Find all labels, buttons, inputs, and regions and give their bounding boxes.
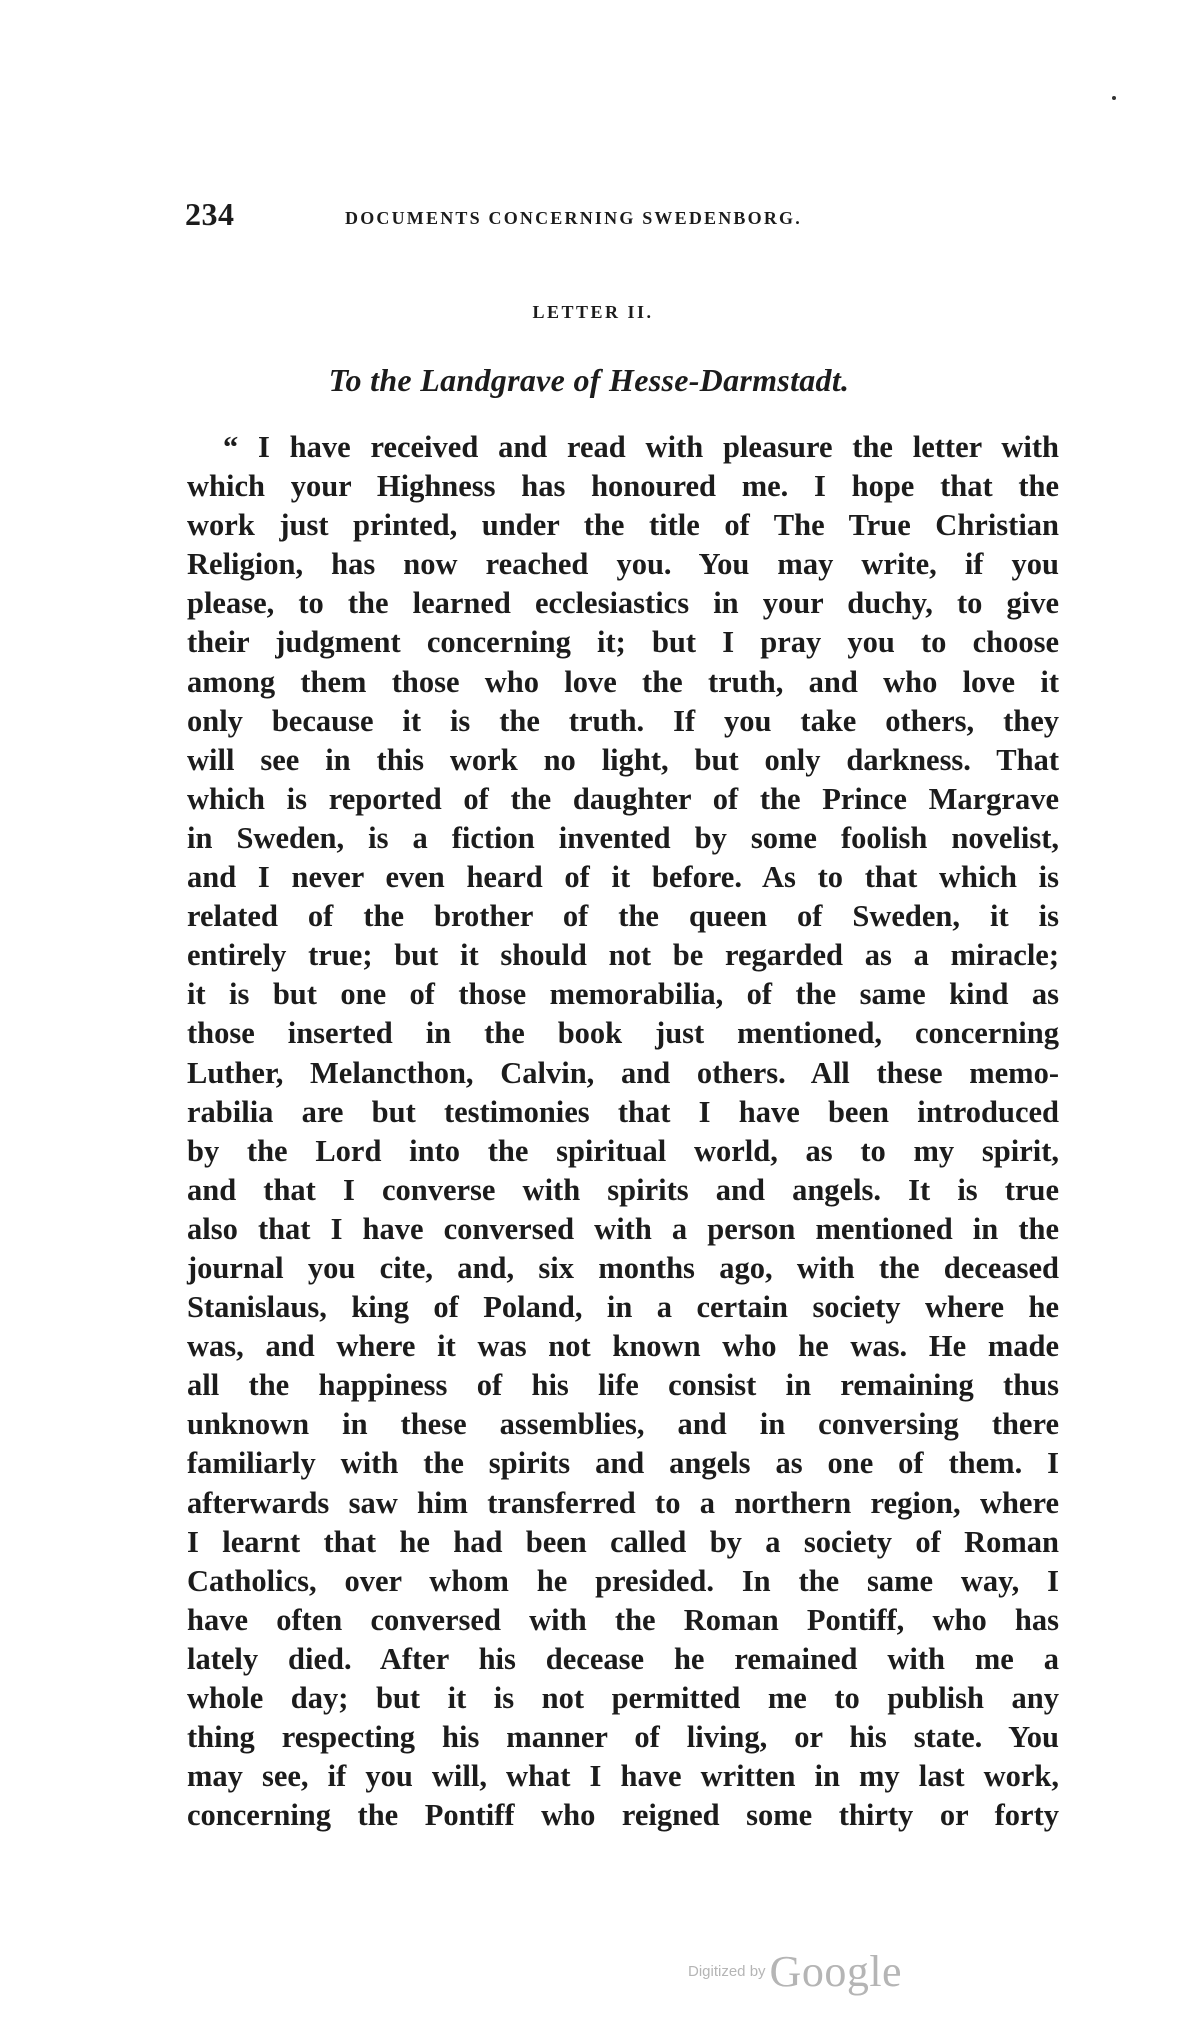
text-line: thing respecting his manner of living, or his state. You (187, 1720, 1059, 1755)
text-line: Luther, Melancthon, Calvin, and others. All these memo- (187, 1055, 1059, 1090)
text-line: unknown in these assemblies, and in conversing there (187, 1407, 1059, 1442)
text-line: Stanislaus, king of Poland, in a certain society where he (187, 1290, 1059, 1325)
text-line: related of the brother of the queen of Sweden, it is (187, 899, 1059, 934)
page-number: 234 (185, 196, 235, 232)
text-line: their judgment concerning it; but I pray you to choose (187, 625, 1059, 660)
text-line: rabilia are but testimonies that I have been introduced (187, 1094, 1059, 1129)
running-title: DOCUMENTS CONCERNING SWEDENBORG. (345, 208, 802, 228)
text-line: was, and where it was not known who he was. He made (187, 1329, 1059, 1364)
text-line: also that I have conversed with a person mentioned in the (187, 1211, 1059, 1246)
scan-speck (1112, 96, 1116, 100)
text-line: work just printed, under the title of The True Christian (187, 508, 1059, 543)
google-logo: Google (769, 1947, 903, 1996)
text-line: will see in this work no light, but only darkness. That (187, 742, 1059, 777)
text-line: entirely true; but it should not be regarded as a miracle; (187, 938, 1059, 973)
text-line: all the happiness of his life consist in remaining thus (187, 1368, 1059, 1403)
text-line: concerning the Pontiff who reigned some thirty or forty (187, 1798, 1059, 1833)
text-line: have often conversed with the Roman Pontiff, who has (187, 1602, 1059, 1637)
text-line: whole day; but it is not permitted me to publish any (187, 1681, 1059, 1715)
text-line: and that I converse with spirits and angels. It is true (187, 1172, 1059, 1207)
text-line: lately died. After his decease he remained with me a (187, 1641, 1059, 1676)
text-line: “ I have received and read with pleasure the letter with (223, 430, 1059, 464)
text-line: Catholics, over whom he presided. In the same way, I (187, 1563, 1059, 1598)
text-line: Religion, has now reached you. You may write, if you (187, 547, 1059, 582)
letter-heading: LETTER II. (532, 302, 654, 322)
digitized-watermark (688, 1946, 902, 1996)
letter-addressee: To the Landgrave of Hesse-Darmstadt. (328, 362, 850, 398)
text-line: in Sweden, is a fiction invented by some foolish novelist, (187, 820, 1059, 855)
text-line: journal you cite, and, six months ago, with the deceased (187, 1250, 1059, 1285)
running-head (185, 196, 1055, 246)
text-line: among them those who love the truth, and who love it (187, 664, 1059, 699)
text-line: I learnt that he had been called by a society of Roman (187, 1524, 1059, 1559)
text-line: only because it is the truth. If you take others, they (187, 703, 1059, 738)
text-line: and I never even heard of it before. As to that which is (187, 860, 1059, 895)
watermark-prefix: Digitized by (688, 1963, 766, 1980)
text-line: familiarly with the spirits and angels as one of them. I (187, 1446, 1059, 1481)
text-line: afterwards saw him transferred to a northern region, where (187, 1485, 1059, 1520)
text-line: may see, if you will, what I have written in my last work, (187, 1759, 1059, 1794)
text-line: those inserted in the book just mentioned, concerning (187, 1016, 1059, 1051)
letter-body (187, 428, 1059, 1835)
text-line: which your Highness has honoured me. I hope that the (187, 469, 1059, 504)
text-line: by the Lord into the spiritual world, as to my spirit, (187, 1133, 1059, 1168)
text-line: it is but one of those memorabilia, of the same kind as (187, 977, 1059, 1012)
text-line: which is reported of the daughter of the Prince Margrave (187, 781, 1059, 816)
text-line: please, to the learned ecclesiastics in your duchy, to give (187, 586, 1059, 621)
